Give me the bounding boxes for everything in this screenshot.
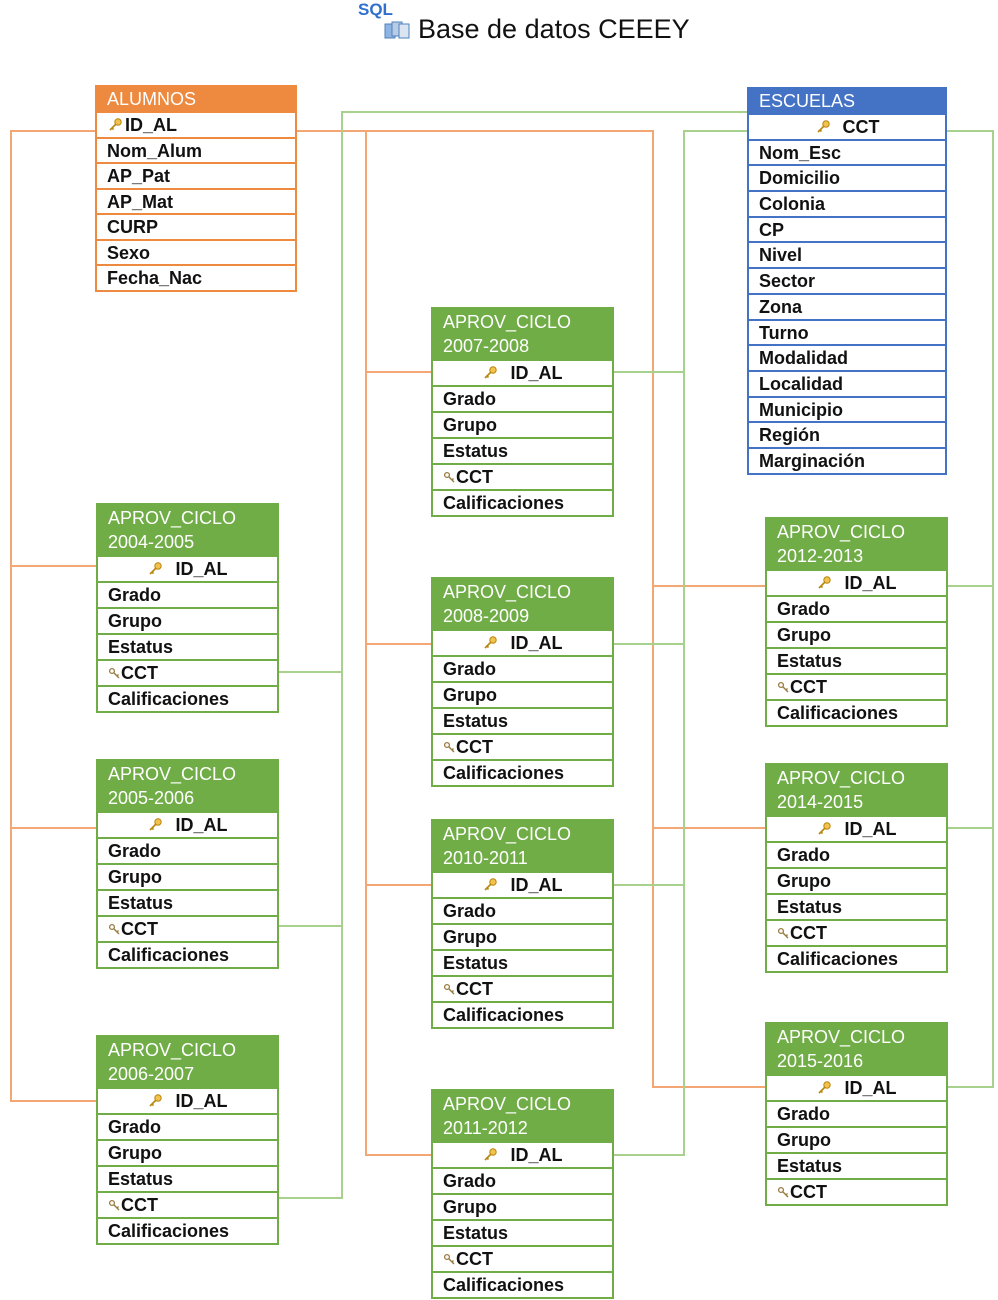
field-row: Estatus xyxy=(767,1152,946,1178)
link-alumnos-ciclo-2004-2005 xyxy=(11,131,97,566)
field-row: Grado xyxy=(767,1100,946,1126)
field-row: ID_AL xyxy=(767,569,946,595)
field-row: Grado xyxy=(767,595,946,621)
field-row: CCT xyxy=(98,1191,277,1217)
table-title: APROV_CICLO 2015-2016 xyxy=(767,1024,946,1074)
foreign-key-icon xyxy=(108,667,121,680)
foreign-key-icon xyxy=(777,1186,790,1199)
link-alumnos-ciclo-2014-2015 xyxy=(653,586,766,828)
key-icon xyxy=(482,366,498,380)
field-row: CP xyxy=(749,216,945,242)
key-icon xyxy=(482,878,498,892)
table-title: APROV_CICLO 2011-2012 xyxy=(433,1091,612,1141)
link-escuelas-ciclo-2007-2008 xyxy=(613,131,747,372)
field-row: ID_AL xyxy=(433,359,612,385)
field-row: Grupo xyxy=(98,607,277,633)
field-row: Calificaciones xyxy=(767,945,946,971)
field-row: CCT xyxy=(767,919,946,945)
link-escuelas-ciclo-2014-2015 xyxy=(947,586,993,828)
field-row: Grupo xyxy=(433,411,612,437)
field-row: Estatus xyxy=(767,647,946,673)
field-row: Grado xyxy=(433,655,612,681)
key-icon xyxy=(147,1094,163,1108)
table-aprov-ciclo[interactable] xyxy=(96,503,279,713)
link-alumnos-ciclo-2010-2011 xyxy=(366,644,432,885)
field-row: Región xyxy=(749,421,945,447)
field-row: Municipio xyxy=(749,396,945,422)
field-row: Sexo xyxy=(97,239,295,265)
field-row: Calificaciones xyxy=(433,1271,612,1297)
field-row: ID_AL xyxy=(767,815,946,841)
foreign-key-icon xyxy=(777,927,790,940)
table-title: APROV_CICLO 2010-2011 xyxy=(433,821,612,871)
field-row: Grupo xyxy=(433,681,612,707)
field-row: ID_AL xyxy=(767,1074,946,1100)
field-row: Zona xyxy=(749,293,945,319)
field-row: CURP xyxy=(97,213,295,239)
link-escuelas-ciclo-2006-2007 xyxy=(278,926,342,1198)
table-alumnos[interactable] xyxy=(95,85,297,292)
field-row: Nivel xyxy=(749,241,945,267)
field-row: Grupo xyxy=(98,1139,277,1165)
field-row: Estatus xyxy=(433,707,612,733)
field-row: Localidad xyxy=(749,370,945,396)
key-icon xyxy=(816,1081,832,1095)
key-icon xyxy=(482,636,498,650)
field-row: Colonia xyxy=(749,190,945,216)
foreign-key-icon xyxy=(443,983,456,996)
foreign-key-icon xyxy=(108,923,121,936)
foreign-key-icon xyxy=(108,1199,121,1212)
table-title: APROV_CICLO 2008-2009 xyxy=(433,579,612,629)
field-row: Estatus xyxy=(433,437,612,463)
field-row: ID_AL xyxy=(98,555,277,581)
field-row: CCT xyxy=(767,673,946,699)
table-title: APROV_CICLO 2006-2007 xyxy=(98,1037,277,1087)
field-row: Calificaciones xyxy=(98,941,277,967)
foreign-key-icon xyxy=(777,681,790,694)
link-alumnos-ciclo-2015-2016 xyxy=(653,828,766,1087)
table-aprov-ciclo[interactable] xyxy=(431,1089,614,1299)
field-row: Calificaciones xyxy=(767,699,946,725)
link-escuelas-ciclo-2012-2013 xyxy=(945,131,993,586)
table-aprov-ciclo[interactable] xyxy=(431,307,614,517)
field-row: AP_Pat xyxy=(97,162,295,188)
field-row: Calificaciones xyxy=(98,685,277,711)
field-row: Grado xyxy=(767,841,946,867)
field-row: Estatus xyxy=(433,949,612,975)
link-alumnos-ciclo-2006-2007 xyxy=(11,828,97,1101)
field-row: CCT xyxy=(767,1178,946,1204)
link-alumnos-ciclo-2005-2006 xyxy=(11,566,97,828)
foreign-key-icon xyxy=(443,741,456,754)
key-icon xyxy=(482,1148,498,1162)
table-aprov-ciclo[interactable] xyxy=(96,759,279,969)
diagram-header xyxy=(0,0,998,50)
table-title: APROV_CICLO 2005-2006 xyxy=(98,761,277,811)
field-row: Grupo xyxy=(767,621,946,647)
field-row: Calificaciones xyxy=(433,1001,612,1027)
table-aprov-ciclo[interactable] xyxy=(96,1035,279,1245)
field-row: Estatus xyxy=(98,1165,277,1191)
link-escuelas-ciclo-2011-2012 xyxy=(613,885,684,1155)
key-icon xyxy=(107,118,123,132)
field-row: Nom_Esc xyxy=(749,139,945,165)
field-row: CCT xyxy=(433,975,612,1001)
table-aprov-ciclo[interactable] xyxy=(765,763,948,973)
field-row: Estatus xyxy=(767,893,946,919)
field-row: ID_AL xyxy=(97,111,295,137)
field-row: ID_AL xyxy=(98,811,277,837)
table-aprov-ciclo[interactable] xyxy=(765,517,948,727)
table-title: APROV_CICLO 2004-2005 xyxy=(98,505,277,555)
field-row: Calificaciones xyxy=(433,759,612,785)
field-row: Grado xyxy=(98,837,277,863)
field-row: Estatus xyxy=(433,1219,612,1245)
table-title: APROV_CICLO 2012-2013 xyxy=(767,519,946,569)
field-row: CCT xyxy=(433,1245,612,1271)
key-icon xyxy=(815,120,831,134)
field-row: CCT xyxy=(433,733,612,759)
field-row: Domicilio xyxy=(749,164,945,190)
diagram-title: Base de datos CEEEY xyxy=(418,14,690,44)
field-row: Grado xyxy=(433,897,612,923)
field-row: Grado xyxy=(433,1167,612,1193)
field-row: AP_Mat xyxy=(97,188,295,214)
field-row: Sector xyxy=(749,267,945,293)
field-row: ID_AL xyxy=(98,1087,277,1113)
table-aprov-ciclo[interactable] xyxy=(431,577,614,787)
field-row: Fecha_Nac xyxy=(97,264,295,290)
field-row: Grupo xyxy=(767,1126,946,1152)
field-row: Calificaciones xyxy=(98,1217,277,1243)
table-title: APROV_CICLO 2014-2015 xyxy=(767,765,946,815)
field-row: Turno xyxy=(749,319,945,345)
field-row: ID_AL xyxy=(433,1141,612,1167)
field-row: CCT xyxy=(98,659,277,685)
field-row: Grupo xyxy=(433,1193,612,1219)
table-aprov-ciclo[interactable] xyxy=(765,1022,948,1206)
database-icon xyxy=(384,21,410,39)
field-row: ID_AL xyxy=(433,871,612,897)
field-row: Modalidad xyxy=(749,344,945,370)
key-icon xyxy=(147,818,163,832)
field-row: ID_AL xyxy=(433,629,612,655)
field-row: CCT xyxy=(433,463,612,489)
field-row: Grado xyxy=(433,385,612,411)
field-row: Grado xyxy=(98,1113,277,1139)
link-escuelas-ciclo-2005-2006 xyxy=(278,672,342,926)
foreign-key-icon xyxy=(443,1253,456,1266)
link-alumnos-ciclo-2007-2008 xyxy=(295,131,432,372)
field-row: Marginación xyxy=(749,447,945,473)
sql-label: SQL xyxy=(358,0,393,19)
link-alumnos-ciclo-2011-2012 xyxy=(366,885,432,1155)
table-title: ALUMNOS xyxy=(97,87,295,111)
table-aprov-ciclo[interactable] xyxy=(431,819,614,1029)
field-row: Grupo xyxy=(767,867,946,893)
field-row: Estatus xyxy=(98,889,277,915)
link-escuelas-ciclo-2010-2011 xyxy=(613,644,684,885)
field-row: Grado xyxy=(98,581,277,607)
field-row: Grupo xyxy=(98,863,277,889)
field-row: CCT xyxy=(749,113,945,139)
link-escuelas-ciclo-2015-2016 xyxy=(947,828,993,1087)
key-icon xyxy=(147,562,163,576)
link-alumnos-ciclo-2008-2009 xyxy=(366,372,432,644)
field-row: Estatus xyxy=(98,633,277,659)
key-icon xyxy=(816,822,832,836)
link-escuelas-ciclo-2008-2009 xyxy=(613,372,684,644)
field-row: Nom_Alum xyxy=(97,137,295,163)
table-title: ESCUELAS xyxy=(749,89,945,113)
table-escuelas[interactable] xyxy=(747,87,947,475)
key-icon xyxy=(816,576,832,590)
foreign-key-icon xyxy=(443,471,456,484)
field-row: Calificaciones xyxy=(433,489,612,515)
field-row: CCT xyxy=(98,915,277,941)
field-row: Grupo xyxy=(433,923,612,949)
table-title: APROV_CICLO 2007-2008 xyxy=(433,309,612,359)
